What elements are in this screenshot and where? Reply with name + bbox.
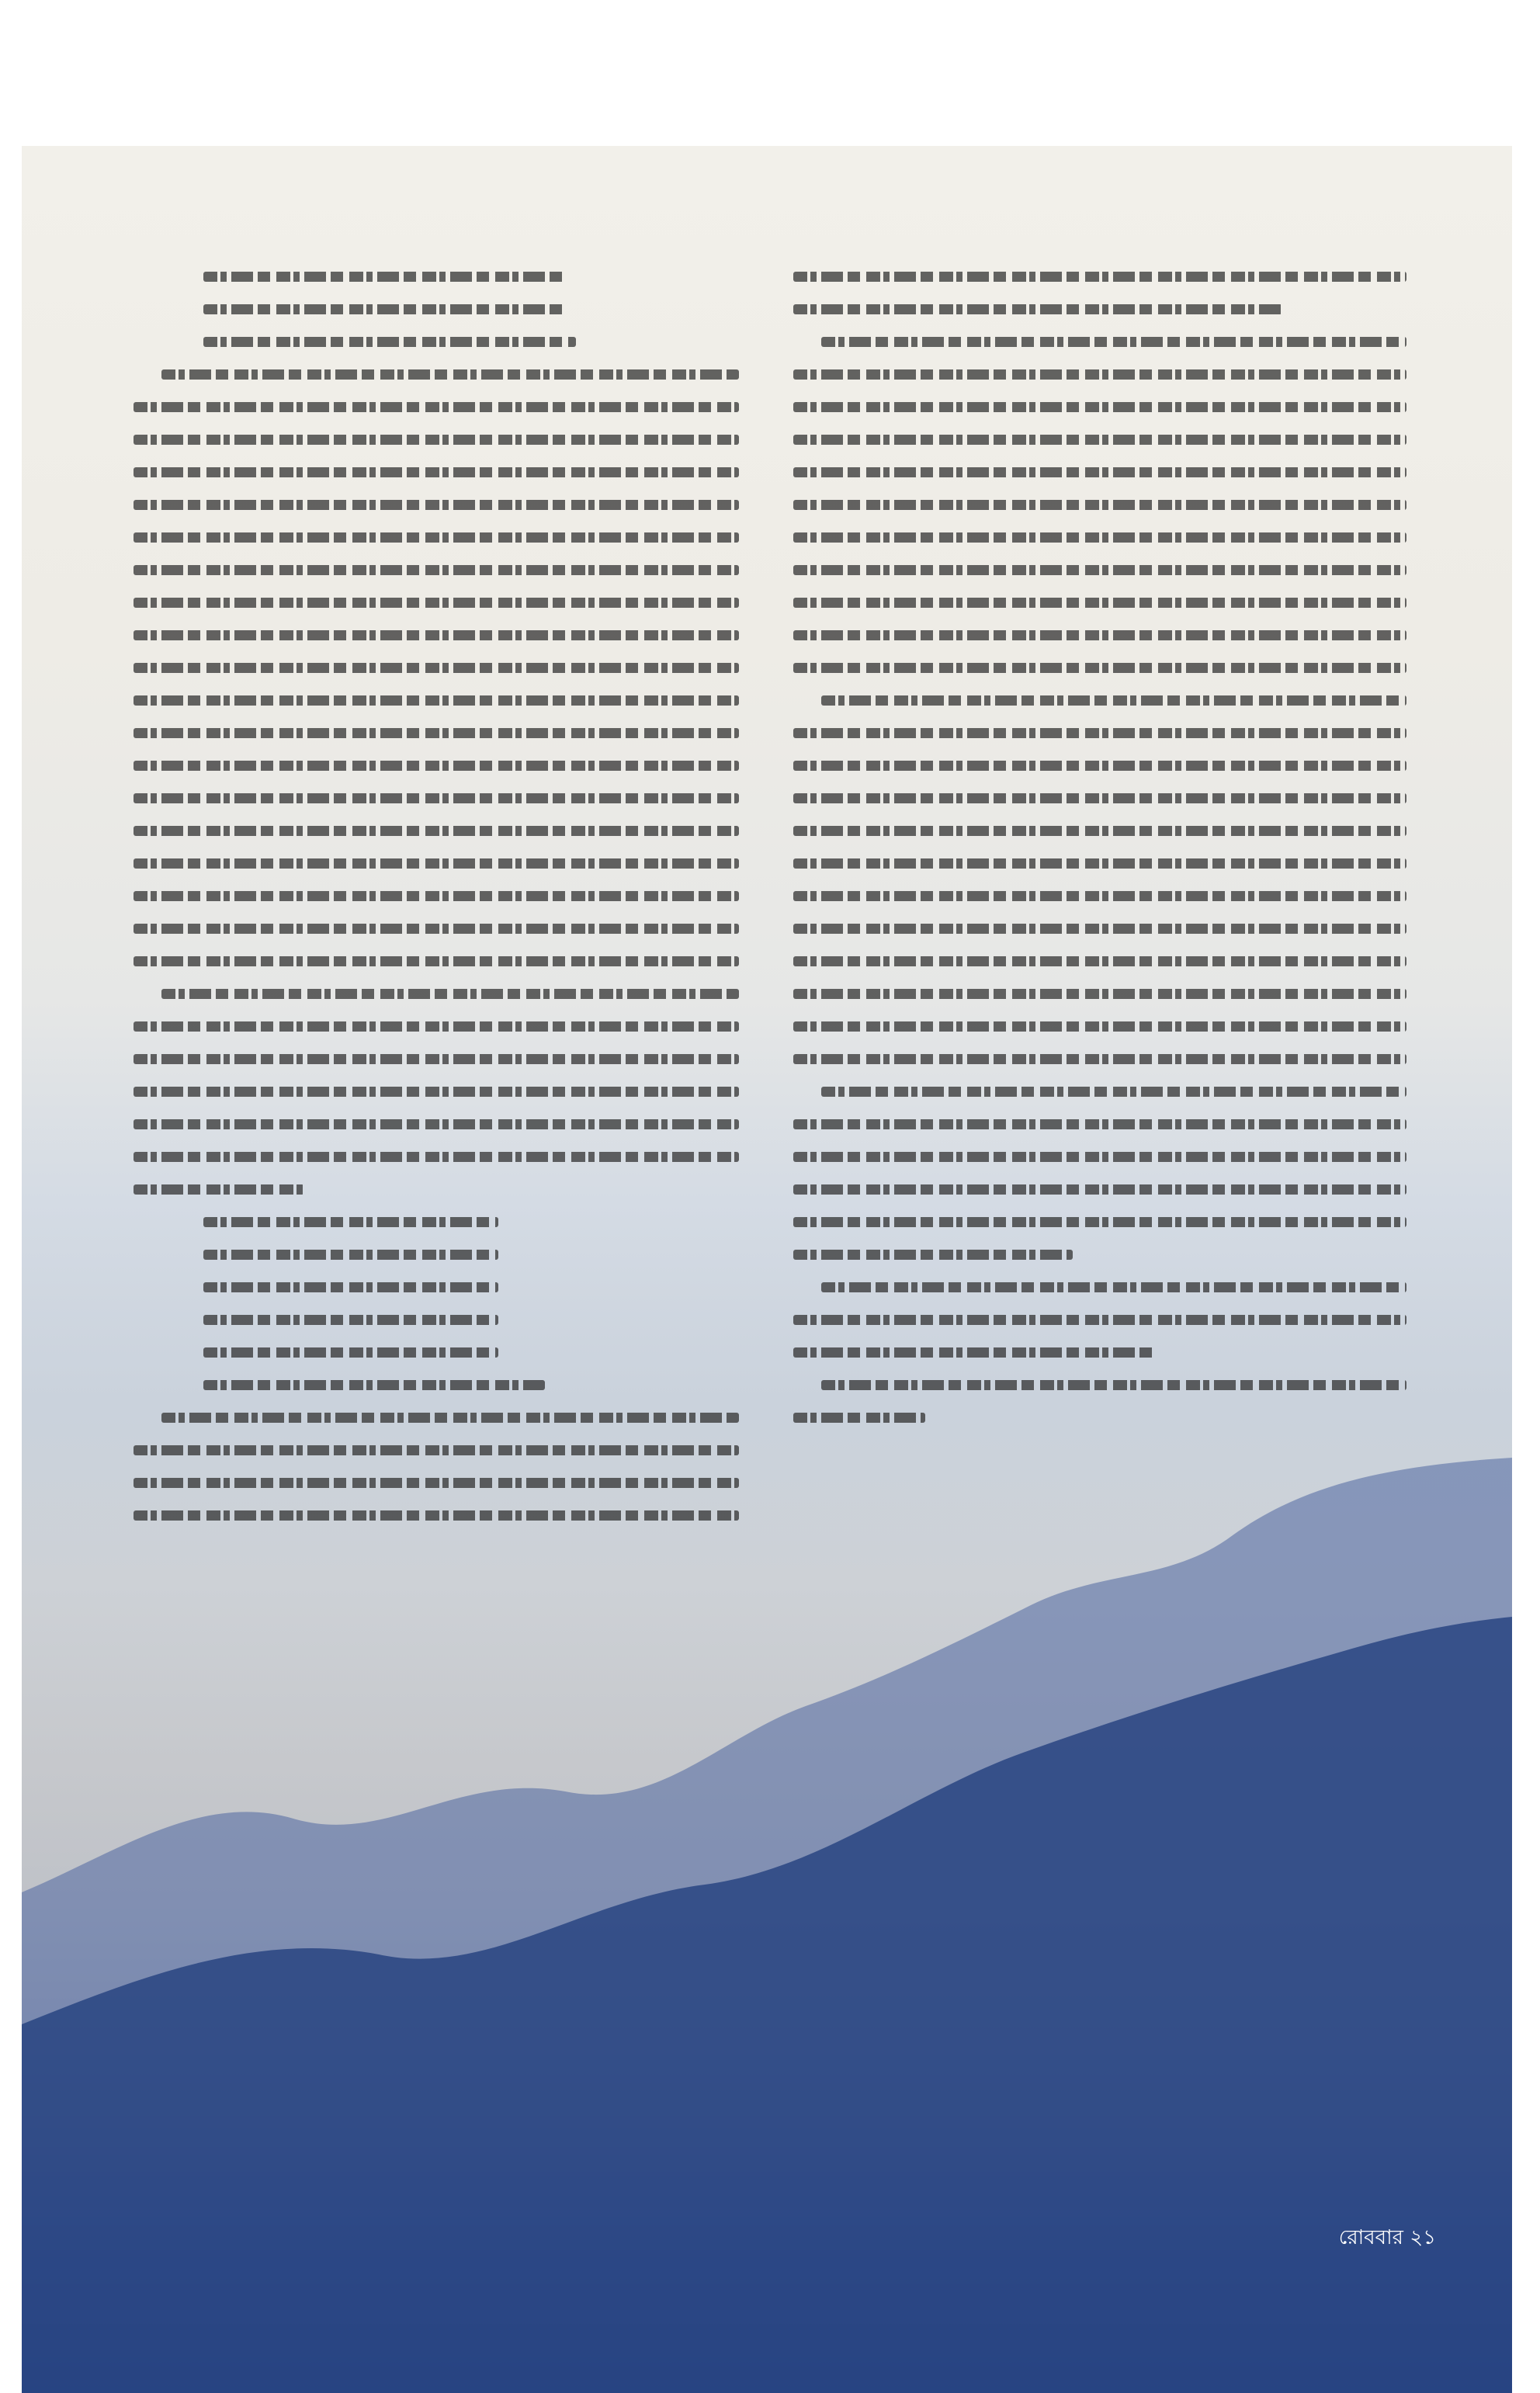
text-line — [793, 761, 1406, 771]
text-line — [134, 402, 739, 412]
text-line — [793, 435, 1406, 445]
right-text-column — [793, 272, 1406, 1545]
text-line — [793, 402, 1406, 412]
text-line — [793, 1413, 925, 1423]
text-line — [793, 565, 1406, 575]
text-line — [134, 1152, 739, 1162]
text-line — [793, 1152, 1406, 1162]
text-line — [793, 1315, 1406, 1325]
text-line — [793, 793, 1406, 803]
text-line — [134, 891, 739, 901]
text-line — [134, 728, 739, 738]
text-line — [793, 1184, 1406, 1195]
text-line — [793, 1054, 1406, 1064]
text-line — [203, 1347, 498, 1358]
text-line — [821, 337, 1406, 347]
text-line — [793, 891, 1406, 901]
text-line — [793, 1250, 1073, 1260]
text-line — [161, 1413, 739, 1423]
text-line — [793, 826, 1406, 836]
text-line — [134, 467, 739, 477]
text-line — [793, 728, 1406, 738]
text-line — [203, 337, 576, 347]
text-line — [134, 695, 739, 706]
text-line — [134, 956, 739, 966]
text-line — [134, 532, 739, 543]
text-line — [134, 500, 739, 510]
text-line — [793, 663, 1406, 673]
text-line — [161, 989, 739, 999]
page-folio: রোববার ২১ — [1338, 2226, 1436, 2249]
text-line — [793, 500, 1406, 510]
text-line — [203, 1380, 545, 1390]
text-line — [821, 695, 1406, 706]
text-line — [793, 1119, 1406, 1129]
text-line — [793, 1021, 1406, 1032]
text-line — [134, 598, 739, 608]
text-line — [203, 304, 568, 314]
text-line — [793, 989, 1406, 999]
text-line — [793, 858, 1406, 869]
text-line — [793, 532, 1406, 543]
text-line — [793, 369, 1406, 380]
left-text-column — [134, 272, 739, 1545]
text-line — [793, 630, 1406, 640]
text-line — [134, 793, 739, 803]
text-line — [134, 1054, 739, 1064]
text-line — [793, 304, 1282, 314]
text-line — [203, 272, 568, 282]
text-line — [134, 761, 739, 771]
text-line — [821, 1380, 1406, 1390]
text-line — [793, 467, 1406, 477]
text-line — [203, 1282, 498, 1292]
text-line — [134, 826, 739, 836]
text-line — [203, 1250, 498, 1260]
text-line — [793, 924, 1406, 934]
text-line — [793, 598, 1406, 608]
text-line — [793, 1347, 1158, 1358]
text-line — [793, 272, 1406, 282]
text-line — [793, 1217, 1406, 1227]
text-line — [134, 1510, 739, 1521]
text-line — [203, 1217, 498, 1227]
text-line — [134, 1478, 739, 1488]
text-line — [134, 435, 739, 445]
text-line — [203, 1315, 498, 1325]
text-line — [134, 1119, 739, 1129]
text-line — [134, 565, 739, 575]
text-line — [134, 1021, 739, 1032]
text-line — [134, 1087, 739, 1097]
text-line — [793, 956, 1406, 966]
text-line — [134, 663, 739, 673]
text-line — [161, 369, 739, 380]
text-line — [134, 630, 739, 640]
text-line — [821, 1087, 1406, 1097]
text-line — [134, 1184, 304, 1195]
text-line — [134, 858, 739, 869]
text-line — [134, 1445, 739, 1455]
text-line — [134, 924, 739, 934]
text-line — [821, 1282, 1406, 1292]
